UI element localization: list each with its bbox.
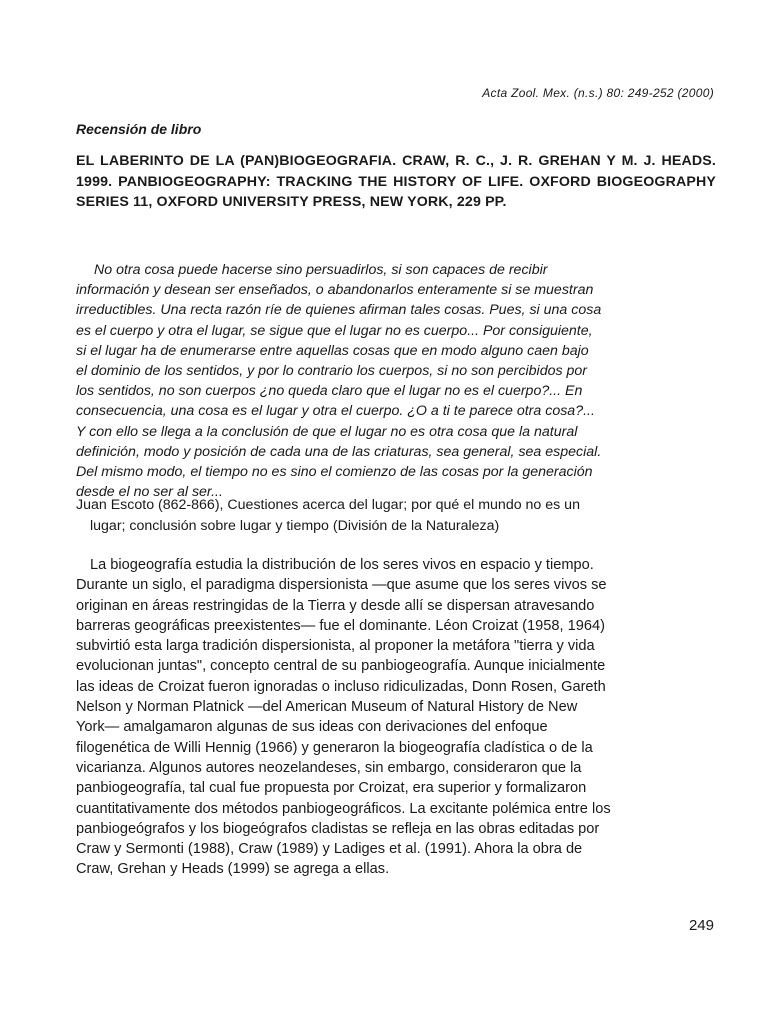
body-line: vicarianza. Algunos autores neozelandeses, sin embargo, consideraron que la xyxy=(76,759,582,776)
body-line: panbiogeógrafos y los biogeógrafos cladistas se refleja en las obras editadas por xyxy=(76,820,600,837)
body-line: barreras geográficas preexistentes— fue el dominante. Léon Croizat (1958, 1964) xyxy=(76,617,605,634)
epigraph-line: si el lugar ha de enumerarse entre aquellas cosas que en modo alguno caen bajo xyxy=(76,342,589,359)
attribution-line: Juan Escoto (862-866), Cuestiones acerca del lugar; por qué el mundo no es un xyxy=(76,497,580,513)
body-line: subvirtió esta larga tradición dispersionista, al proponer la metáfora "tierra y vida xyxy=(76,638,595,655)
body-line: originan en áreas restringidas de la Tierra y desde allí se dispersan atravesando xyxy=(76,597,595,614)
epigraph-attribution xyxy=(76,495,716,536)
review-title: EL LABERINTO DE LA (PAN)BIOGEOGRAFIA. CRAW, R. C., J. R. GREHAN Y M. J. HEADS. 1999. PANBIOGEOGRAPHY: TRACKING THE HISTORY OF LIFE. OXFORD BIOGEOGRAPHY SERIES 11, OXFORD UNIVERSITY PRESS, NEW YORK, 229 PP. xyxy=(76,153,716,210)
body-line: Craw, Grehan y Heads (1999) se agrega a ellas. xyxy=(76,861,390,878)
epigraph-line: información y desean ser enseñados, o abandonarlos enteramente si se muestran xyxy=(76,282,594,299)
epigraph-line: definición, modo y posición de cada una de las criaturas, sea general, sea especial. xyxy=(76,443,602,460)
epigraph-line: Del mismo modo, el tiempo no es sino el comienzo de las cosas por la generación xyxy=(76,464,593,481)
epigraph-line: irreductibles. Una recta razón ríe de quienes afirman tales cosas. Pues, si una cosa xyxy=(76,302,602,319)
section-label: Recensión de libro xyxy=(76,121,202,137)
body-line: panbiogeografía, tal cual fue propuesta por Croizat, era superior y formalizaron xyxy=(76,780,587,797)
body-line: Nelson y Norman Platnick —del American Museum of Natural History de New xyxy=(76,699,578,716)
body-line: filogenética de Willi Hennig (1966) y generaron la biogeografía cladística o de la xyxy=(76,739,593,756)
epigraph-line: Y con ello se llega a la conclusión de que el lugar no es otra cosa que la natural xyxy=(76,423,578,440)
body-paragraph xyxy=(76,555,716,880)
attribution-line: lugar; conclusión sobre lugar y tiempo (División de la Naturaleza) xyxy=(90,517,500,534)
body-line: cuantitativamente dos métodos panbiogeográficos. La excitante polémica entre los xyxy=(76,800,611,817)
epigraph xyxy=(76,260,716,502)
epigraph-line: consecuencia, una cosa es el lugar y otra el cuerpo. ¿O a ti te parece otra cosa?... xyxy=(76,403,595,420)
body-line: York— amalgamaron algunas de sus ideas con derivaciones del enfoque xyxy=(76,719,548,736)
journal-reference: Acta Zool. Mex. (n.s.) 80: 249-252 (2000) xyxy=(482,86,714,100)
epigraph-line: los sentidos, no son cuerpos ¿no queda claro que el lugar no es el cuerpo?... En xyxy=(76,383,583,400)
epigraph-line: el dominio de los sentidos, y por lo contrario los cuerpos, si no son percibidos por xyxy=(76,363,588,380)
body-line: Durante un siglo, el paradigma dispersionista —que asume que los seres vivos se xyxy=(76,577,607,594)
epigraph-line: No otra cosa puede hacerse sino persuadirlos, si son capaces de recibir xyxy=(94,262,548,278)
epigraph-line: desde el no ser al ser... xyxy=(76,484,223,501)
body-line: Craw y Sermonti (1988), Craw (1989) y Ladiges et al. (1991). Ahora la obra de xyxy=(76,841,583,858)
body-line: las ideas de Croizat fueron ignoradas o incluso ridiculizadas, Donn Rosen, Gareth xyxy=(76,678,606,695)
body-line: evolucionan juntas", concepto central de su panbiogeografía. Aunque inicialmente xyxy=(76,658,606,675)
epigraph-line: es el cuerpo y otra el lugar, se sigue que el lugar no es cuerpo... Por consiguiente, xyxy=(76,322,593,339)
page-number: 249 xyxy=(688,917,714,934)
body-line: La biogeografía estudia la distribución de los seres vivos en espacio y tiempo. xyxy=(90,557,594,573)
